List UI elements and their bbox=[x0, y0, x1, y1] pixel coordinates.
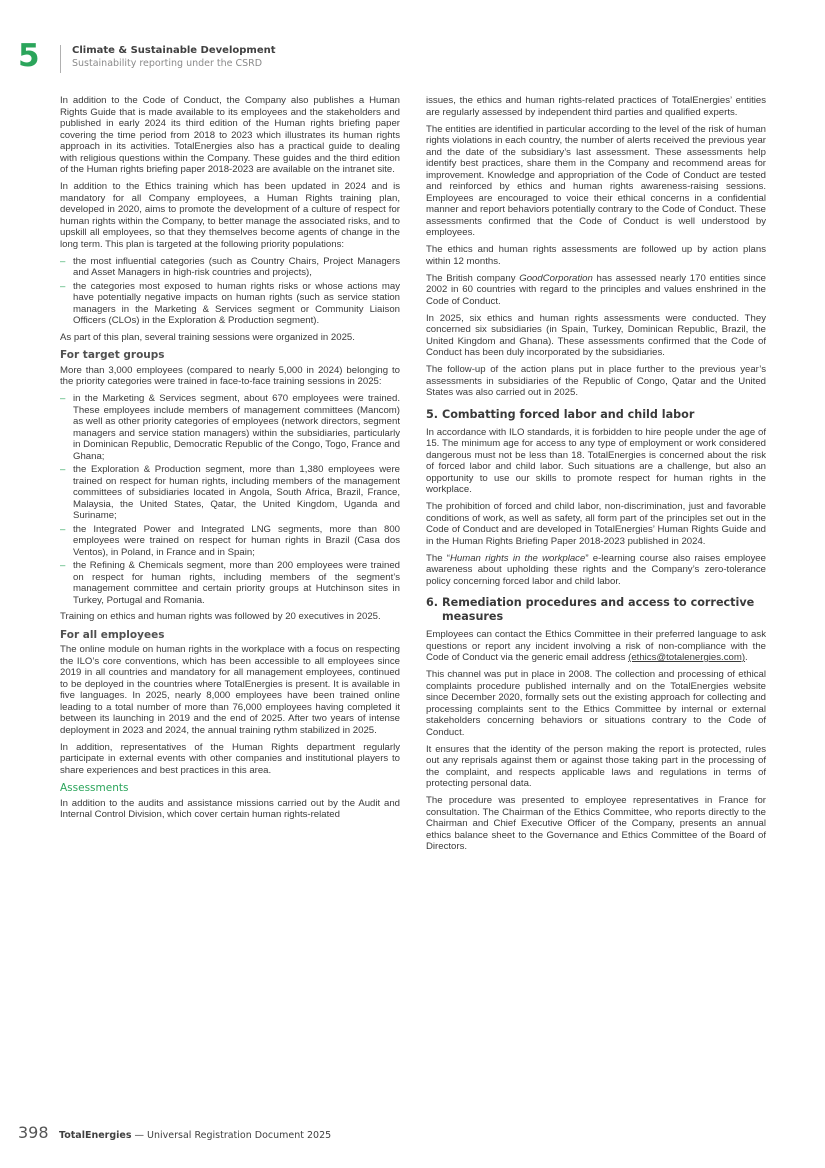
page-footer bbox=[18, 1123, 331, 1143]
paragraph: In addition to the Ethics training which has been updated in 2024 and is mandatory for all Company employees, a Human Rights training plan, developed in 2020, aims to promote the development of a culture of respect for human rights within the Company, to better manage the associated risks, and to upskill all employees, so that they themselves become agents of change in the long term. This plan is targeted at the following priority populations: bbox=[60, 181, 400, 250]
header-divider bbox=[60, 45, 61, 73]
chapter-subtitle: Sustainability reporting under the CSRD bbox=[72, 58, 263, 69]
paragraph: issues, the ethics and human rights-related practices of TotalEnergies’ entities are regularly assessed by independent third parties and qualified experts. bbox=[426, 95, 766, 118]
paragraph: As part of this plan, several training sessions were organized in 2025. bbox=[60, 331, 355, 343]
list-item: – the Integrated Power and Integrated LNG segments, more than 800 employees were trained on respect for human rights in Brazil (Casa dos Ventos), in Poland, in France and in Spain; bbox=[60, 523, 400, 558]
paragraph: Employees can contact the Ethics Committee in their preferred language to ask questions or report any incident involving a risk of non-compliance with the Code of Conduct via the generic email address (ethics@totalenergies.com). bbox=[426, 629, 766, 663]
course-title: Human rights in the workplace bbox=[449, 552, 586, 564]
paragraph: The follow-up of the action plans put in place further to the previous year’s assessments in subsidiaries of the Republic of Congo, Qatar and the United States was also carried out in 2025. bbox=[426, 364, 766, 398]
list-item: – the most influential categories (such as Country Chairs, Project Managers and Asset Managers in high-risk countries and projects), bbox=[60, 255, 400, 278]
section-heading-remediation: 6. Remediation procedures and access to corrective measures bbox=[426, 596, 755, 623]
paragraph: More than 3,000 employees (compared to nearly 5,000 in 2024) belonging to the priority categories were trained in face-to-face training sessions in 2025: bbox=[60, 364, 400, 387]
dash-bullet-icon: – bbox=[60, 280, 66, 292]
left-column bbox=[60, 95, 400, 826]
paragraph: The procedure was presented to employee representatives in France for consultation. The Chairman of the Ethics Committee, who reports directly to the Chairman and Chief Executive Officer of the Company, presents an annual ethics balance sheet to the Governance and Ethics Committee of the Board of Directors. bbox=[426, 795, 766, 852]
dash-bullet-icon: – bbox=[60, 255, 66, 267]
page-header bbox=[18, 38, 418, 76]
list-item: – the Refining & Chemicals segment, more than 200 employees were trained on respect for human rights, including members of the segment’s management committee and certain priority groups at Hutchinson sites in Turkey, Portugal and Romania. bbox=[60, 560, 400, 606]
segments-list bbox=[60, 393, 400, 606]
paragraph: In addition to the Code of Conduct, the Company also publishes a Human Rights Guide that is made available to its employees and the stakeholders and published in early 2024 its third edition of the Human rights briefing paper covering the time period from 2018 to 2023 which illustrates its human rights approach in its activities. TotalEnergies also has a practical guide to dealing with religious questions within the Company. These guides and the third edition of the Human rights briefing paper 2018-2023 are available on the intranet site. bbox=[60, 95, 400, 175]
paragraph: This channel was put in place in 2008. The collection and processing of ethical complaints procedure published internally and on the TotalEnergies website since December 2020, formally sets out the existing approach for collecting and processing complaints sent to the Ethics Committee by internal or external stakeholders concerning behaviors or situations contrary to the Code of Conduct. bbox=[426, 669, 766, 738]
right-column bbox=[426, 95, 766, 858]
paragraph: It ensures that the identity of the person making the report is protected, rules out any reprisals against them or against those taking part in the processing of the complaint, and respects applicable laws and regulations in terms of protecting personal data. bbox=[426, 743, 766, 789]
dash-bullet-icon: – bbox=[60, 393, 66, 404]
dash-bullet-icon: – bbox=[60, 523, 66, 535]
paragraph: In accordance with ILO standards, it is forbidden to hire people under the age of 15. The minimum age for access to any type of employment or work considered dangerous must not be less than 18. TotalEnergies is concerned about the risk of forced labor and child labor. Such situations are a challenge, but also an opportunity to use our skills to promote respect for human rights in the workplace. bbox=[426, 426, 766, 495]
page-number: 398 bbox=[18, 1123, 49, 1142]
chapter-title: Climate & Sustainable Development bbox=[72, 45, 276, 56]
list-item: – in the Marketing & Services segment, about 670 employees were trained. These employees include members of management committees (Mancom) as well as other priority categories of employees (network directors, segment managers and service station managers) within the subsidiaries, particularly in Dominican Republic, Democratic Republic of the Congo, Togo, France and Ghana; bbox=[60, 393, 400, 462]
list-item: – the categories most exposed to human rights risks or whose actions may have potentially negative impacts on human rights (such as service station managers in the Marketing & Services segment or Community Liaison Officers (CLOs) in the Exploration & Production segment). bbox=[60, 280, 400, 326]
heading-assessments: Assessments bbox=[60, 782, 129, 794]
paragraph: In 2025, six ethics and human rights assessments were conducted. They concerned six subsidiaries (in Spain, Turkey, Dominican Republic, Brazil, the United Kingdom and Ghana). These assessments confirmed that the Code of Conduct has been duly incorporated by the subsidiaries. bbox=[426, 312, 766, 358]
paragraph: In addition, representatives of the Human Rights department regularly participate in external events with other companies and institutional players to share experiences and best practices in this area. bbox=[60, 741, 400, 776]
paragraph: The “Human rights in the workplace” e-learning course also raises employee awareness about upholding these rights and the Company’s zero-tolerance policy concerning forced labor and child labor. bbox=[426, 552, 766, 587]
heading-target-groups: For target groups bbox=[60, 349, 165, 361]
company-name: GoodCorporation bbox=[519, 272, 593, 284]
chapter-number: 5 bbox=[18, 38, 40, 74]
paragraph: The online module on human rights in the workplace with a focus on respecting the ILO’s core conventions, which has been accessible to all employees since 2019 in all countries and mandatory for all management employees, continued to be deployed in the countries where TotalEnergies is present. It is available in five languages. In 2025, nearly 8,000 employees have been trained online leading to a total number of more than 76,000 employees having completed it between its launching in 2019 and the end of 2025. After two years of intense deployment in 2023 and 2024, the annual training rythm stabilized in 2025. bbox=[60, 644, 400, 736]
heading-all-employees: For all employees bbox=[60, 628, 165, 641]
ethics-email-link[interactable]: (ethics@totalenergies.com) bbox=[628, 652, 746, 663]
paragraph: The entities are identified in particular according to the level of the risk of human rights violations in each country, the number of alerts received the previous year and the date of the subsidiary’s last assessment. These assessments help identify best practices, share them in the Company and recommend areas for improvement. Knowledge and appropriation of the Code of Conduct are tested and reinforced by ethics and human rights awareness-raising sessions. Employees are encouraged to voice their ethical concerns in a confidential manner and report behaviors potentially contrary to the Code of Conduct. These assessments confirmed that the Code of Conduct is well understood by employees. bbox=[426, 123, 766, 238]
dash-bullet-icon: – bbox=[60, 560, 66, 571]
list-item: – the Exploration & Production segment, more than 1,380 employees were trained on respect for human rights, including members of the management committees of subsidiaries located in Angola, South Africa, Brazil, France, Malaysia, the United States, Qatar, the United Kingdom, Uganda and Suriname; bbox=[60, 464, 400, 521]
dash-bullet-icon: – bbox=[60, 464, 66, 475]
section-heading-forced-labor: 5. Combatting forced labor and child labor bbox=[426, 407, 695, 421]
paragraph: The British company GoodCorporation has assessed nearly 170 entities since 2002 in 60 countries with regard to the principles and values enshrined in the Code of Conduct. bbox=[426, 272, 766, 307]
footer-document-title: — Universal Registration Document 2025 bbox=[131, 1130, 332, 1141]
footer-brand: TotalEnergies bbox=[59, 1130, 132, 1141]
paragraph: The prohibition of forced and child labor, non-discrimination, just and favorable conditions of work, as well as safety, all form part of the principles set out in the Code of Conduct and are developed in TotalEnergies’ Human Rights Guide and in the Human Rights Briefing Paper 2018-2023 published in 2024. bbox=[426, 501, 766, 547]
paragraph: Training on ethics and human rights was followed by 20 executives in 2025. bbox=[60, 611, 381, 622]
priority-populations-list bbox=[60, 256, 400, 327]
paragraph: In addition to the audits and assistance missions carried out by the Audit and Internal Control Division, which cover certain human rights-related bbox=[60, 797, 400, 820]
paragraph: The ethics and human rights assessments are followed up by action plans within 12 months. bbox=[426, 244, 766, 267]
